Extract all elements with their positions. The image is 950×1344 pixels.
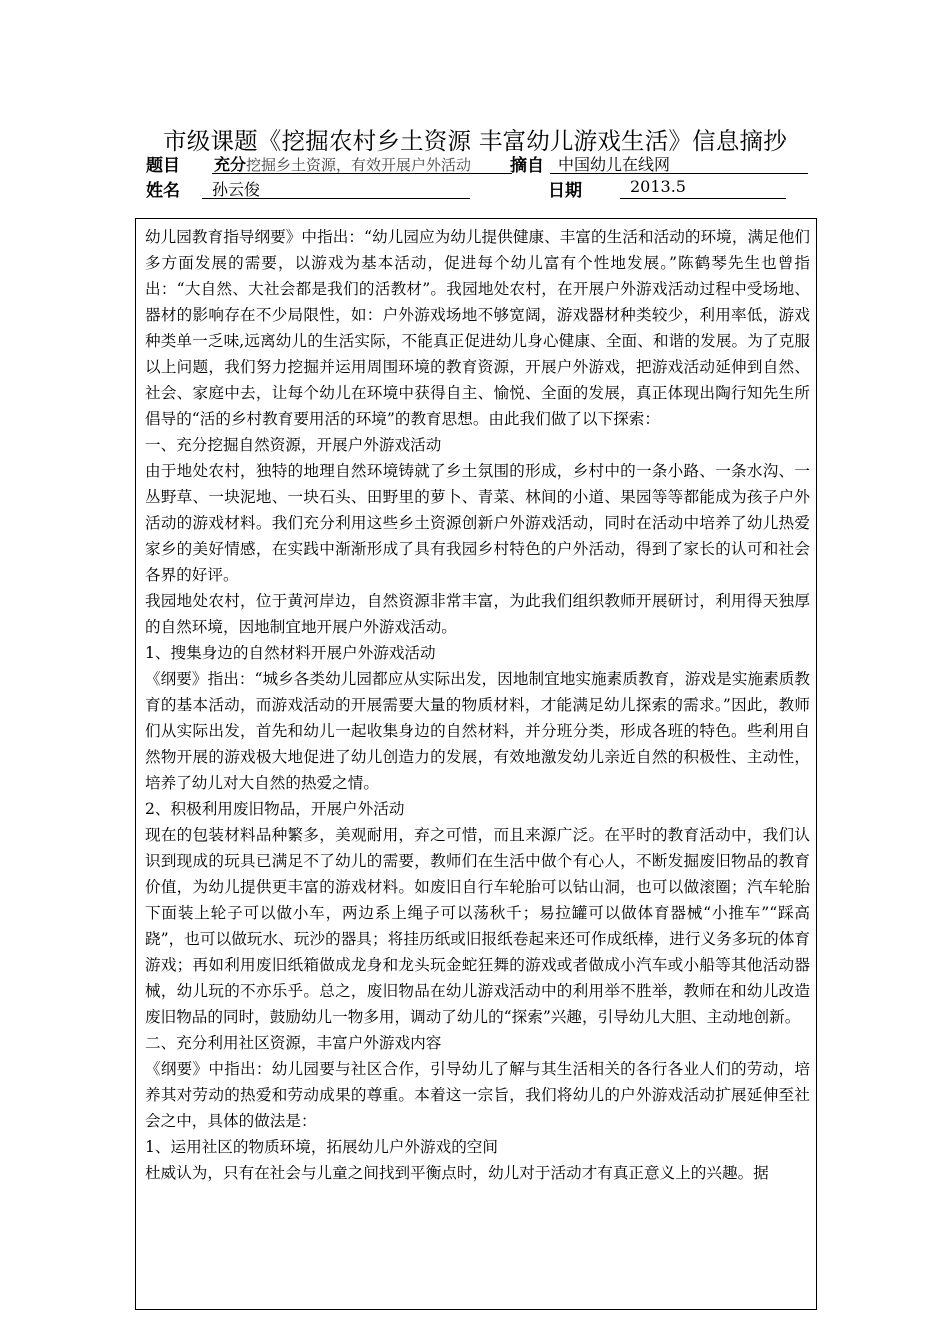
body-paragraph: 现在的包装材料品种繁多，美观耐用，弃之可惜，而且来源广泛。在平时的教育活动中，我们认识到现成的玩具已满足不了幼儿的需要，教师们在生活中做个有心人，不断发掘废旧物品的教育价值，为幼儿提供更丰富的游戏材料。如废旧自行车轮胎可以钻山洞，也可以做滚圈；汽车轮胎下面装上轮子可以做小车，两边系上绳子可以荡秋千；易拉罐可以做体育器械“小推车”“踩高跷”，也可以做玩水、玩沙的器具；将挂历纸或旧报纸卷起来还可作成纸棒，进行义务多玩的体育游戏；再如利用废旧纸箱做成龙身和龙头玩金蛇狂舞的游戏或者做成小汽车或小船等其他活动器械，幼儿玩的不亦乐乎。总之，废旧物品在幼儿游戏活动中的利用举不胜举，教师在和幼儿改造废旧物品的同时，鼓励幼儿一物多用，调动了幼儿的“探索”兴趣，引导幼儿大胆、主动地创新。 (145, 826, 810, 1026)
body-paragraph: 我园地处农村，位于黄河岸边，自然资源非常丰富，为此我们组织教师开展研讨，利用得天独厚的自然环境，因地制宜地开展户外游戏活动。 (145, 592, 810, 636)
content-box (135, 218, 817, 1310)
body-paragraph: 杜威认为，只有在社会与儿童之间找到平衡点时，幼儿对于活动才有真正意义上的兴趣。据 (145, 1164, 769, 1182)
meta-row-subject (146, 151, 808, 177)
subsection-heading-2-1: 1、运用社区的物质环境，拓展幼儿户外游戏的空间 (145, 1138, 498, 1156)
subject-value (214, 152, 471, 175)
source-value: 中国幼儿在线网 (558, 155, 671, 174)
content-body (136, 219, 816, 1186)
date-value: 2013.5 (630, 177, 686, 196)
subject-rest-part: 挖掘乡土资源，有效开展户外活动 (246, 156, 472, 174)
source-label: 摘自 (510, 156, 544, 176)
subject-bold-part: 充分 (214, 155, 247, 174)
section-heading-2: 二、充分利用社区资源，丰富户外游戏内容 (145, 1034, 442, 1052)
date-label: 日期 (548, 181, 582, 201)
subsection-heading-1-1: 1、搜集身边的自然材料开展户外游戏活动 (145, 644, 436, 662)
body-paragraph: 《纲要》中指出：幼儿园要与社区合作，引导幼儿了解与其生活相关的各行各业人们的劳动，培养其对劳动的热爱和劳动成果的尊重。本着这一宗旨，我们将幼儿的户外游戏活动扩展延伸至社会之中，具体的做法是： (145, 1060, 810, 1130)
name-label: 姓名 (146, 181, 180, 201)
body-paragraph: 由于地处农村，独特的地理自然环境铸就了乡土氛围的形成，乡村中的一条小路、一条水沟、一丛野草、一块泥地、一块石头、田野里的萝卜、青菜、林间的小道、果园等等都能成为孩子户外活动的游戏材料。我们充分利用这些乡土资源创新户外游戏活动，同时在活动中培养了幼儿热爱家乡的美好情感，在实践中渐渐形成了具有我园乡村特色的户外活动，得到了家长的认可和社会各界的好评。 (145, 462, 810, 584)
page-title: 市级课题《挖掘农村乡土资源 丰富幼儿游戏生活》信息摘抄 (163, 127, 787, 155)
subject-label: 题目 (146, 156, 180, 176)
intro-paragraph: 幼儿园教育指导纲要》中指出：“幼儿园应为幼儿提供健康、丰富的生活和活动的环境，满足他们多方面发展的需要，以游戏为基本活动，促进每个幼儿富有个性地发展。”陈鹤琴先生也曾指出：“大自然、大社会都是我们的活教材”。我园地处农村，在开展户外游戏活动过程中受场地、器材的影响存在不少局限性，如：户外游戏场地不够宽阔，游戏器材种类较少，利用率低，游戏种类单一乏味,远离幼儿的生活实际，不能真正促进幼儿身心健康、全面、和谐的发展。为了克服以上问题，我们努力挖掘并运用周围环境的教育资源，开展户外游戏，把游戏活动延伸到自然、社会、家庭中去，让每个幼儿在环境中获得自主、愉悦、全面的发展，真正体现出陶行知先生所倡导的“活的乡村教育要用活的环境”的教育思想。由此我们做了以下探索： (145, 228, 810, 428)
section-heading-1: 一、充分挖掘自然资源，开展户外游戏活动 (145, 436, 442, 454)
subsection-heading-1-2: 2、积极利用废旧物品，开展户外活动 (145, 800, 405, 818)
name-value: 孙云俊 (212, 180, 261, 199)
body-paragraph: 《纲要》指出：“城乡各类幼儿园都应从实际出发，因地制宜地实施素质教育，游戏是实施素质教育的基本活动，而游戏活动的开展需要大量的物质材料，才能满足幼儿探索的需求。”因此，教师们从实际出发，首先和幼儿一起收集身边的自然材料，并分班分类，形成各班的特色。些利用自然物开展的游戏极大地促进了幼儿创造力的发展，有效地激发幼儿亲近自然的积极性、主动性，培养了幼儿对大自然的热爱之情。 (145, 670, 810, 792)
meta-row-name (146, 176, 786, 202)
